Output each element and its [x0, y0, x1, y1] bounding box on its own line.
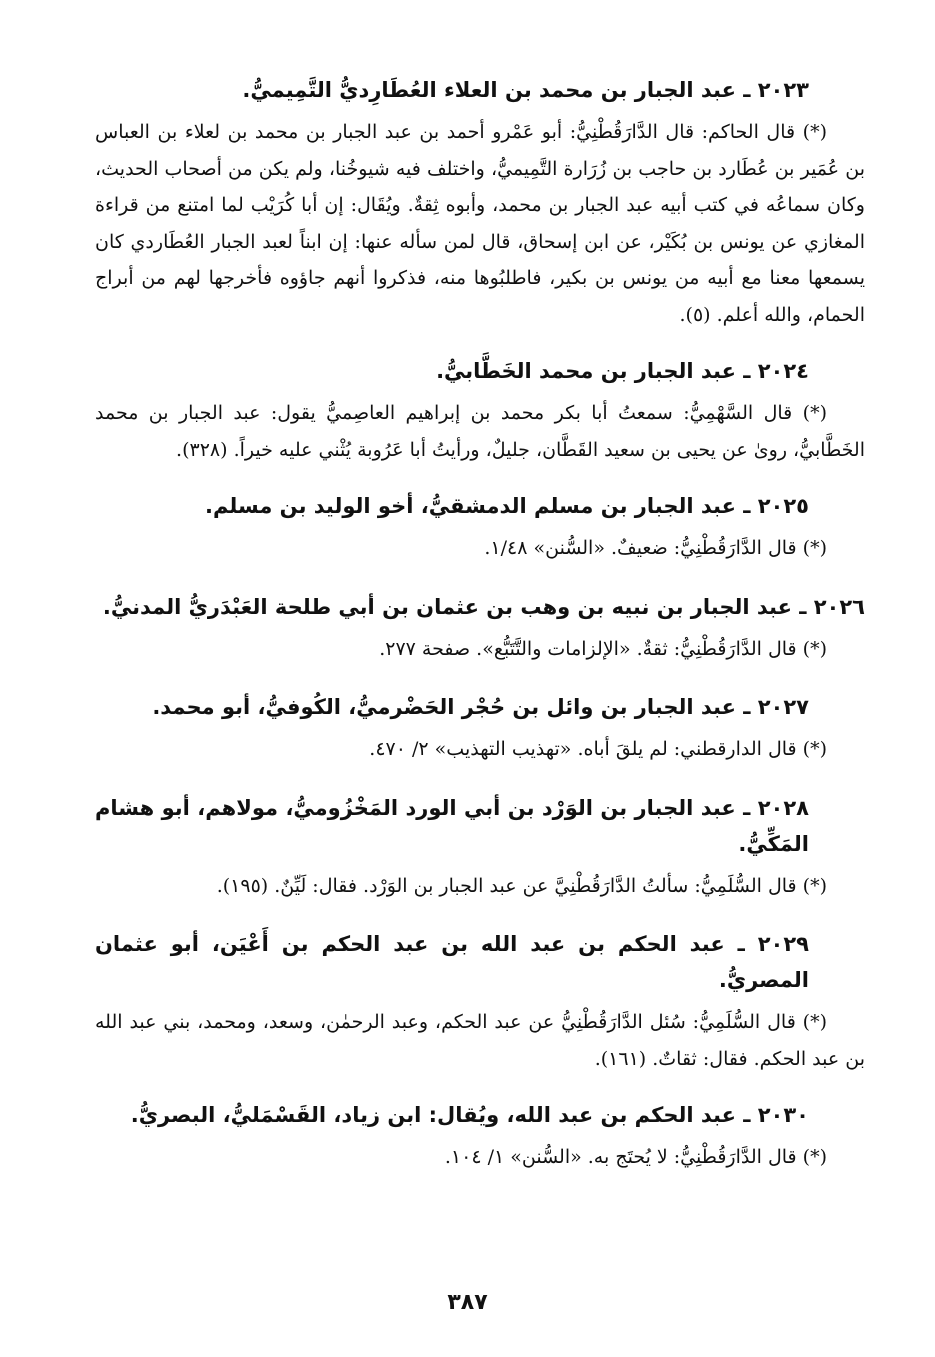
- entry-2029: [95, 926, 865, 1077]
- entry-title: ٢٠٣٠ ـ عبد الحكم بن عبد الله، ويُقال: ابن زياد، القَسْمَليُّ، البصريُّ.: [130, 1103, 809, 1127]
- main-text: [95, 72, 865, 1198]
- entry-title: ٢٠٢٧ ـ عبد الجبار بن وائل بن حُجْر الحَضْرميُّ، الكُوفيُّ، أبو محمد.: [152, 695, 809, 719]
- entry-2026: [95, 589, 865, 668]
- entry-body: (*) قال السُّلَمِيُّ: سُئل الدَّارَقُطْنِيُّ عن عبد الحكم، وعبد الرحمٰن، وسعد، ومحمد، بني عبد الله بن عبد الحكم. فقال: ثقاتٌ. (١٦١).: [95, 1011, 865, 1070]
- entry-body: (*) قال الحاكم: قال الدَّارَقُطْنِيُّ: أبو عَمْرو أحمد بن عبد الجبار بن محمد بن لعلاء بن العباس بن عُمَير بن عُطَارد بن حاجب بن زُرَارة التَّمِيميُّ، واختلف فيه شيوخُنا، ولم يكن من أصحاب الحديث، وكان سماعُه في كتب أبيه عبد الجبار بن محمد، وأبوه ثِقةٌ. ويُقَال: إن أبا كُرَيْب لما امتنع من قراءة المغازي عن يونس بن بُكَيْر، عن ابن إسحاق، قال لمن سأله عنها: إن ابناً لعبد الجبار العُطَاردي كان يسمعها معنا مع أبيه من يونس بن بكير، فاطلبُوها منه، فذكروا أنهم جاؤوه فأخرجها لهم من أبراج الحمام، والله أعلم. (٥).: [95, 121, 865, 326]
- entry-body: (*) قال الدَّارَقُطْنِيُّ: لا يُحتَج به. «السُّنن» ١/ ١٠٤.: [444, 1146, 827, 1168]
- entry-2025: [95, 488, 865, 567]
- entry-title: ٢٠٢٩ ـ عبد الحكم بن عبد الله بن عبد الحكم بن أَعْيَن، أبو عثمان المصريُّ.: [95, 932, 809, 992]
- entry-body: (*) قال الدَّارَقُطْنِيُّ: ثقةٌ. «الإلزامات والتَّتَبُّع». صفحة ٢٧٧.: [379, 637, 827, 660]
- entry-body: (*) قال السَّهْمِيُّ: سمعتُ أبا بكر محمد بن إبراهيم العاصِميُّ يقول: عبد الجبار بن محمد الخَطَّابيُّ، روىٰ عن يحيى بن سعيد القَطَّان، جليلٌ، ورأيتُ أبا عَرُوبة يُثْني عليه خيراً. (٣٢٨).: [95, 402, 865, 461]
- entry-title: ٢٠٢٦ ـ عبد الجبار بن نبيه بن وهب بن عثمان بن أبي طلحة العَبْدَريُّ المدنيُّ.: [102, 594, 865, 619]
- entry-body: (*) قال الدارقطني: لم يلقَ أباه. «تهذيب التهذيب» ٢/ ٤٧٠.: [369, 738, 827, 760]
- entry-body: (*) قال السُّلَمِيُّ: سألتُ الدَّارَقُطْنِيَّ عن عبد الجبار بن الوَرْد. فقال: لَيِّنٌ. (١٩٥).: [216, 874, 827, 897]
- entry-title: ٢٠٢٥ ـ عبد الجبار بن مسلم الدمشقيُّ، أخو الوليد بن مسلم.: [204, 494, 809, 518]
- page-number: ٣٨٧: [447, 1290, 488, 1315]
- entry-2027: [95, 689, 865, 768]
- entry-title: ٢٠٢٤ ـ عبد الجبار بن محمد الخَطَّابيُّ.: [436, 359, 809, 383]
- entry-2030: [95, 1097, 865, 1176]
- entry-title: ٢٠٢٨ ـ عبد الجبار بن الوَرْد بن أبي الورد المَخْزُوميُّ، مولاهم، أبو هشام المَكِّيُّ.: [95, 795, 809, 856]
- entry-2023: [95, 72, 865, 333]
- entry-2024: [95, 353, 865, 468]
- entry-2028: [95, 790, 865, 905]
- entry-body: (*) قال الدَّارَقُطْنِيُّ: ضعيفٌ. «السُّنن» ١/٤٨.: [484, 537, 827, 559]
- entry-title: ٢٠٢٣ ـ عبد الجبار بن محمد بن العلاء العُطَارِديُّ التَّمِيميُّ.: [242, 78, 809, 102]
